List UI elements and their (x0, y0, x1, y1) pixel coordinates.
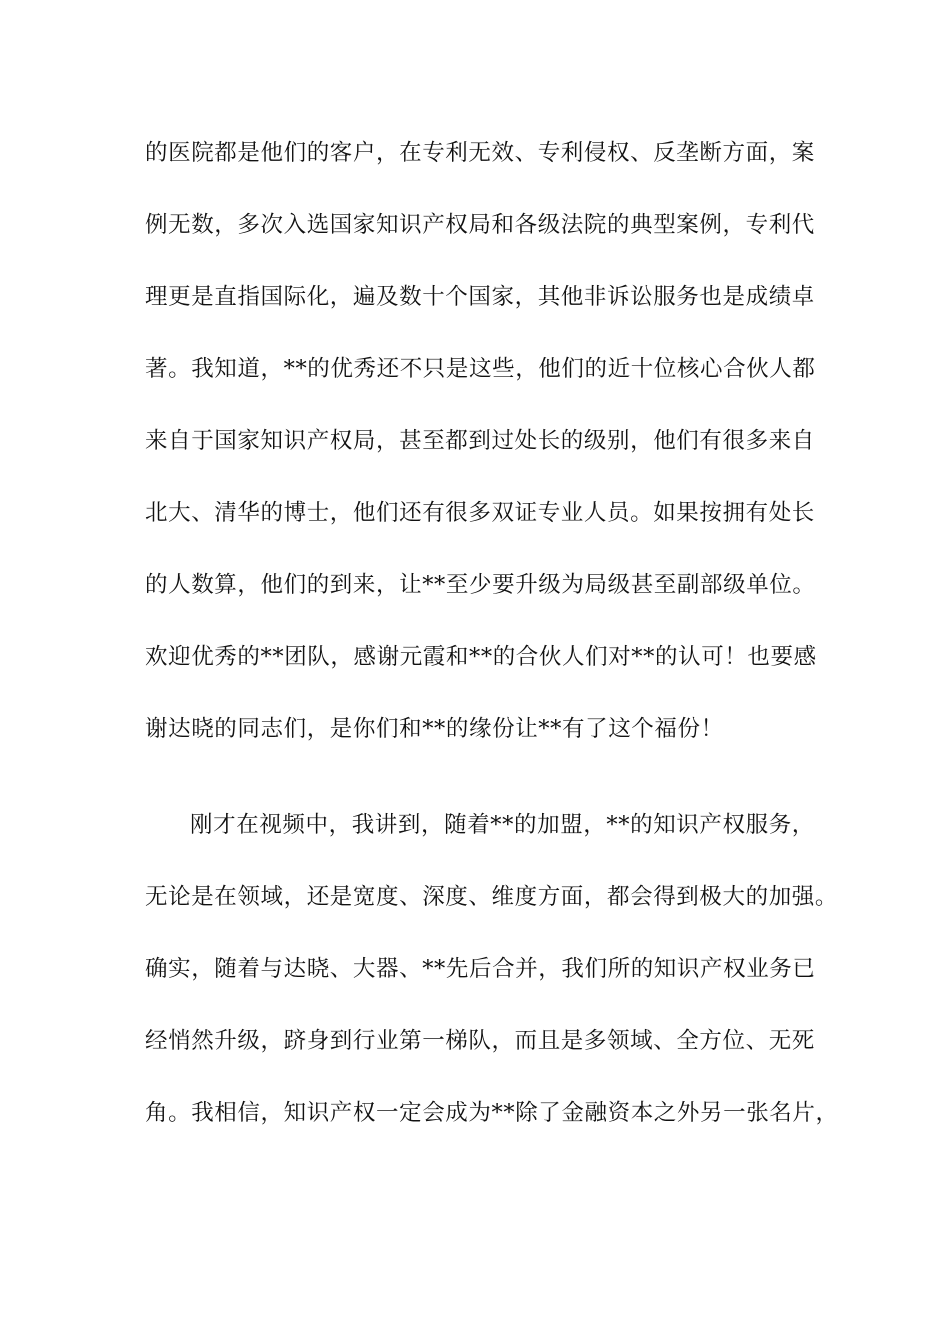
text-line: 的人数算，他们的到来，让**至少要升级为局级甚至副部级单位。 (145, 572, 816, 598)
paragraph-2 (145, 801, 839, 1161)
text-line: 著。我知道，**的优秀还不只是这些，他们的近十位核心合伙人都 (145, 356, 816, 382)
text-line: 来自于国家知识产权局，甚至都到过处长的级别，他们有很多来自 (145, 428, 815, 454)
text-line: 确实，随着与达晓、大器、**先后合并，我们所的知识产权业务已 (145, 956, 816, 982)
text-line: 理更是直指国际化，遍及数十个国家，其他非诉讼服务也是成绩卓 (145, 284, 815, 310)
text-line: 谢达晓的同志们，是你们和**的缘份让**有了这个福份！ (145, 716, 724, 742)
text-line: 例无数，多次入选国家知识产权局和各级法院的典型案例，专利代 (145, 212, 815, 238)
text-line: 经悄然升级，跻身到行业第一梯队，而且是多领域、全方位、无死 (145, 1028, 815, 1054)
text-line: 欢迎优秀的**团队，感谢元霞和**的合伙人们对**的认可！也要感 (145, 644, 817, 670)
text-line: 角。我相信，知识产权一定会成为**除了金融资本之外另一张名片， (145, 1100, 839, 1126)
text-line: 北大、清华的博士，他们还有很多双证专业人员。如果按拥有处长 (145, 500, 815, 526)
document-body (145, 129, 839, 1161)
paragraph-1 (145, 129, 817, 777)
text-line-indented: 刚才在视频中，我讲到，随着**的加盟，**的知识产权服务， (190, 812, 815, 838)
paragraph-spacing (145, 777, 805, 801)
text-line: 的医院都是他们的客户，在专利无效、专利侵权、反垄断方面，案 (145, 140, 815, 166)
text-line: 无论是在领域，还是宽度、深度、维度方面，都会得到极大的加强。 (145, 884, 839, 910)
